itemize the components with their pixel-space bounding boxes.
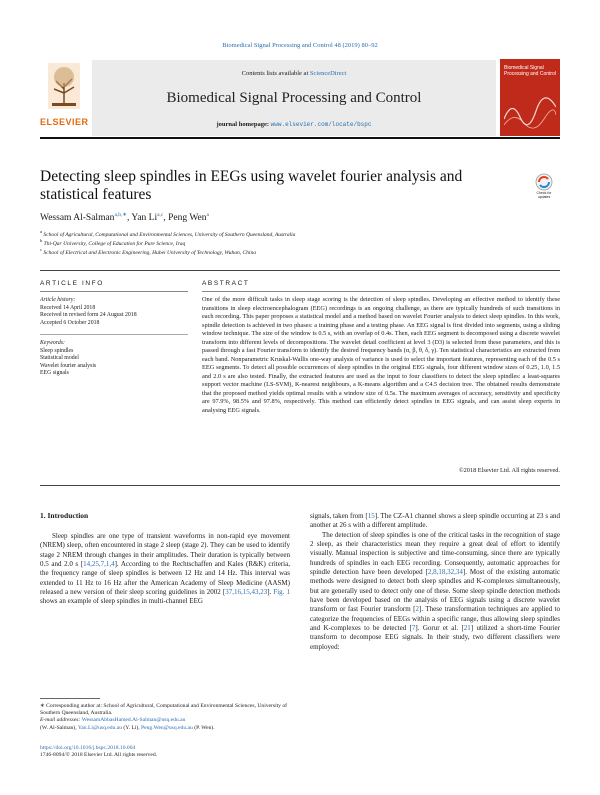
corresponding-author-note [40,703,292,732]
paragraph-text: ]. [267,588,274,597]
author-name[interactable]: Yan Li [131,213,158,224]
homepage-link[interactable]: www.elsevier.com/locate/bspc [270,121,372,128]
author-affiliation-mark[interactable]: a,b,∗ [114,212,127,218]
contents-line [92,70,496,77]
affiliation-text: Thi-Qar University, College of Education for Pure Science, Iraq [43,240,186,247]
citation-link[interactable]: 14,25,7,1,4 [83,560,115,569]
cover-title: Biomedical Signal Processing and Control [504,65,556,77]
affiliation-text: School of Electrical and Electronic Engineering, Hubei University of Technology, Wuhan, China [43,249,256,256]
footnote-divider [40,698,100,699]
intro-paragraph [40,532,290,607]
keywords-label: Keywords: [40,340,65,346]
paragraph-text: The detection of sleep spindles is one of the critical tasks in the recognition of stage 2 sleep, as their characteristics mean they require a great deal of effort to identify visually. Manual inspection is subjective and time-consuming, since there are typically hundreds of spindles in each EEG recording. Consequently, automatic approaches for spindle detection have been developed [ [310,530,560,577]
doi-link[interactable]: https://doi.org/10.1016/j.bspc.2018.10.004 [40,745,136,751]
citation-link[interactable]: 2,8,18,32,34 [427,568,463,577]
figure-link[interactable]: Fig. 1 [273,588,290,597]
journal-homepage [92,121,496,128]
keywords-divider [40,334,188,335]
doi-block [40,745,292,759]
author-name[interactable]: Wessam Al-Salman [40,213,115,224]
journal-reference[interactable]: Biomedical Signal Processing and Control 48 (2019) 80–92 [222,42,378,49]
corresponding-text: ∗ Corresponding author at: School of Agricultural, Computational and Environmental Sciences, University of Southern Queensland, Australia. [40,703,288,717]
cover-graphic [504,89,556,129]
paragraph-text: ] utilized a short-time Fourier transform to decompose EEG signals. In their study, two different classifiers were employed: [310,624,560,651]
left-column-text [40,532,290,607]
intro-paragraph [310,512,560,531]
check-updates-label: Check for updates [536,191,552,199]
email-owner: (W. Al-Salman), [40,724,78,731]
affiliation-mark: b [40,238,43,243]
affiliation-text: School of Agricultural, Computational and Environmental Sciences, University of Southern Queensland, Australia [43,231,296,238]
elsevier-wordmark: ELSEVIER [40,117,89,127]
citation-link[interactable]: 7 [411,624,416,633]
check-for-updates-badge[interactable] [530,172,558,202]
paragraph-text: ]. Most of the existing automatic methods were designed to detect both sleep spindles and K-complexes simultaneously, but are generally used to detect only one of these. Some sleep spindle detection methods have been developed based on the analysis of EEG signals using a discrete wavelet transform or fast Fourier transform [ [310,568,560,614]
affiliation [40,238,185,247]
homepage-label: journal homepage: [216,121,271,128]
affiliation [40,229,295,238]
article-history [40,297,190,327]
affiliation-mark: c [40,247,43,252]
right-column-text [310,512,560,652]
check-updates-icon [530,172,558,192]
history-label: Article history: [40,297,76,303]
elsevier-tree-icon [48,63,80,109]
article-info-heading: ARTICLE INFO [40,280,104,287]
elsevier-logo [40,59,88,135]
citation-link[interactable]: 2 [415,605,419,614]
abstract-text: One of the more difficult tasks in sleep stage scoring is the detection of sleep spindles. Developing an effective method to identify these transitions in sleep electroencephalogram (EEG) recordings is an ongoing challenge, as there are typically hundreds of such transitions in each recording. This paper proposes a statistical model and a method based on wavelet Fourier analysis to detect sleep spindles. In this work, spindle detection is achieved in two phases: a training phase and a testing phase. An EEG signal is first divided into segments, using a sliding window technique. The size of the window is 0.5 s, with an overlap of 0.4s. Then, each EEG segment is decomposed using a discrete wavelet transform into different levels of decompositions. The wavelet detail coefficient at level 3 (D3) is selected from these parameters, and this is passed through a fast Fourier transform to identify the desired frequency bands (α, β, θ, δ, γ). Ten statistical characteristics are extracted from each band. Nonparametric Kruskal-Wallis one-way analysis of variance is used to select the important features, representing each of the 0.5 s EEG segments. To detect all possible occurrences of sleep spindles in the original EEG signals, four different window sizes of 0.25, 1.0, 1.5 and 2.0 s are also tested. Finally, the extracted features are used as the input to four classifiers to detect the sleep spindles: a least-squares support vector machine (LS-SVM), K-nearest neighbours, a K-means algorithm and a C4.5 decision tree. The obtained results demonstrate that the proposed method yields optimal results with a window size of 0.5s. The maximum averages of accuracy, sensitivity and specificity are 97.9%, 98.5% and 97.8%, respectively. This method can efficiently detect spindles in EEG signals, and can assist sleep experts in analysing EEG signals. [202,296,560,414]
email-link[interactable]: Yan.Li@usq.edu.au [77,724,123,731]
history-entry: Received in revised form 24 August 2018 [40,312,137,319]
paragraph-text: ]. The CZ-A1 channel shows a sleep spindle occurring at 23 s and another at 26 s with a different amplitude. [310,512,560,530]
header-divider [40,137,560,139]
paragraph-text: ]. Gorur et al. [ [415,624,464,633]
paragraph-text: ]. According to the Rechtschaffen and Kales (R&K) criteria, the frequency range of sleep spindles is between 12 Hz and 14 Hz. This interval was extended to 11 Hz to 16 Hz after the American Academy of Sleep Medicine (AASM) released a new version of their sleep scoring guidelines in 2002 [ [40,560,290,597]
introduction-heading: 1. Introduction [40,511,89,520]
affiliation [40,247,256,256]
email-line [40,725,292,732]
author-name[interactable]: Peng Wen [168,213,207,224]
author-separator: , [127,213,132,224]
paragraph-text: signals, taken from [ [310,512,368,520]
keyword: EEG signals [40,370,69,377]
journal-title: Biomedical Signal Processing and Control [166,90,422,106]
keyword: Wavelet fourier analysis [40,362,97,369]
author-list [40,212,209,223]
metadata-divider [40,270,560,271]
abstract-heading: ABSTRACT [202,280,250,287]
author-affiliation-mark[interactable]: a,c [157,212,164,218]
abstract-copyright: ©2018 Elsevier Ltd. All rights reserved. [458,467,560,474]
paragraph-text: shows an example of sleep spindles in multi-channel EEG [40,597,203,606]
issn-line: 1746-8094/© 2018 Elsevier Ltd. All rights reserved. [40,752,158,759]
sciencedirect-link[interactable]: ScienceDirect [309,70,347,77]
author-separator: , [163,213,169,224]
contents-prefix: Contents lists available at [241,70,310,77]
email-label: E-mail addresses: [40,717,82,724]
paragraph-text: ]. These transformation techniques are applied to categorize the frequencies of EEGs within a specific range, thus allowing sleep spindles and K-complexes to be detected [ [310,605,560,633]
email-link[interactable]: WessamAbbasHamed.Al-Salman@usq.edu.au [81,717,186,724]
paragraph-text: Sleep spindles are one type of transient waveforms in non-rapid eye movement (NREM) sleep, often encountered in stage 2 sleep (stage 2). They can be used to identify stage 2 NREM through changes in their amplitudes. Their duration is typically between 0.5 and 2.0 s [ [40,532,290,569]
history-entry: Accepted 6 October 2018 [40,319,100,326]
abstract-rule [202,291,560,292]
author-affiliation-mark[interactable]: a [206,212,209,218]
email-owner: (P. Wen). [192,724,215,731]
keyword: Sleep spindles [40,347,74,354]
affiliation-mark: a [40,229,43,234]
history-entry: Received 14 April 2018 [40,304,96,311]
intro-paragraph [310,531,560,652]
email-line [40,717,292,724]
article-title: Detecting sleep spindles in EEGs using wavelet fourier analysis and statistical features [40,168,463,203]
abstract-bottom-divider [40,485,560,486]
keyword: Statistical model [40,355,79,362]
keywords-block [40,340,190,378]
citation-link[interactable]: 15 [367,512,375,520]
citation-link[interactable]: 37,16,15,43,23 [225,588,268,597]
article-info-rule [40,291,188,292]
email-link[interactable]: Peng.Wen@usq.edu.au [141,724,193,731]
citation-link[interactable]: 21 [463,624,471,633]
journal-cover [500,59,560,136]
email-owner: (Y. Li), [122,724,142,731]
